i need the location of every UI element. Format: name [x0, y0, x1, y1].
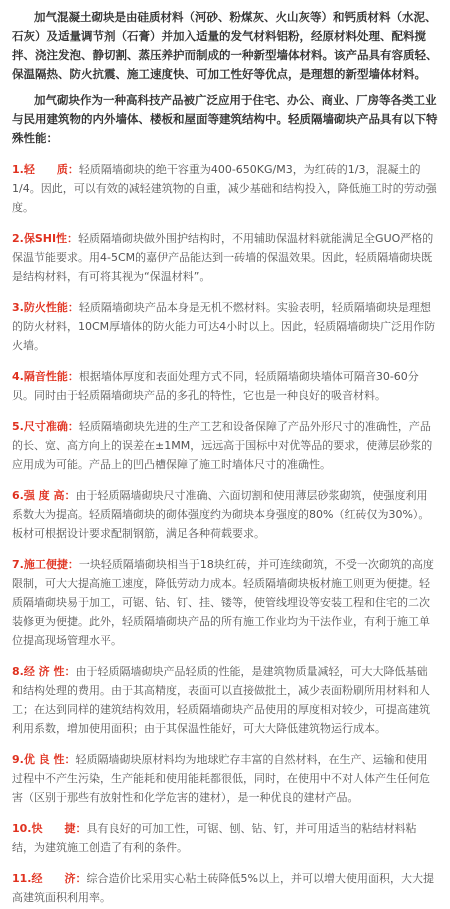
- feature-soundproof: [12, 367, 438, 405]
- feature-title: 8.经 济 性：: [12, 665, 76, 678]
- feature-construction: [12, 555, 438, 650]
- feature-title: 9.优 良 性：: [12, 753, 76, 766]
- feature-body: 由于轻质隔墙砌块尺寸准确、六面切割和使用薄层砂浆砌筑，使强度利用系数大为提高。轻质隔墙砌块的砌体强度约为砌块本身强度的80%（红砖仅为30%）。板材可根据设计要求配制钢筋，满足各种荷载要求。: [12, 489, 430, 540]
- feature-title: 6.强 度 高：: [12, 489, 76, 502]
- feature-title: 4.隔音性能：: [12, 370, 79, 383]
- feature-body: 综合造价比采用实心粘土砖降低5%以上，并可以增大使用面积，大大提高建筑面积利用率。: [12, 872, 434, 904]
- feature-body: 轻质隔墙砌块原材料均为地球贮存丰富的自然材料，在生产、运输和使用过程中不产生污染，生产能耗和使用能耗都很低，同时，在使用中不对人体产生任何危害（区别于那些有放射性和化学危害的建材），是一种优良的建材产品。: [12, 753, 430, 804]
- feature-title: 7.施工便捷：: [12, 558, 79, 571]
- feature-body: 轻质隔墙砌块的绝干容重为400-650KG/M3，为红砖的1/3，混凝土的1/4。因此，可以有效的减轻建筑物的自重，减少基础和结构投入，降低施工时的劳动强度。: [12, 163, 437, 214]
- feature-body: 具有良好的可加工性，可锯、刨、钻、钉，并可用适当的粘结材料粘结，为建筑施工创造了有利的条件。: [12, 822, 417, 854]
- feature-title: 10.快 捷：: [12, 822, 87, 835]
- feature-quality: [12, 750, 438, 807]
- feature-title: 11.经 济：: [12, 872, 87, 885]
- feature-title: 2.保SHI性：: [12, 232, 79, 245]
- feature-body: 轻质隔墙砌块先进的生产工艺和设备保障了产品外形尺寸的准确性，产品的长、宽、高方向上的误差在±1MM，远远高于国标中对优等品的要求，使薄层砂浆的应用成为可能。产品上的凹凸槽保障了施工时墙体尺寸的准确性。: [12, 420, 433, 471]
- intro-paragraph-1: 加气混凝土砌块是由硅质材料（河砂、粉煤灰、火山灰等）和钙质材料（水泥、石灰）及适量调节剂（石膏）并加入适量的发气材料铝粉，经原材料处理、配料搅拌、浇注发泡、静切割、蒸压养护而制成的一种新型墙体材料。该产品具有容质轻、保温隔热、防火抗震、施工速度快、可加工性好等优点，是理想的新型墙体材料。: [12, 10, 438, 81]
- feature-body: 轻质隔墙砌块做外围护结构时，不用辅助保温材料就能满足全GUO严格的保温节能要求。用4-5CM的嘉伊产品能达到一砖墙的保温效果。因此，轻质隔墙砌块既是结构材料，有可将其视为“保温材料”。: [12, 232, 434, 283]
- feature-body: 轻质隔墙砌块产品本身是无机不燃材料。实验表明，轻质隔墙砌块是理想的防火材料，10CM厚墙体的防火能力可达4小时以上。因此，轻质隔墙砌块广泛用作防火墙。: [12, 301, 436, 352]
- feature-lightweight: [12, 160, 438, 217]
- feature-title: 5.尺寸准确：: [12, 420, 79, 433]
- feature-economy: [12, 662, 438, 738]
- feature-cost: [12, 869, 438, 907]
- feature-insulation: [12, 229, 438, 286]
- feature-body: 一块轻质隔墙砌块相当于18块红砖，并可连续砌筑，不受一次砌筑的高度限制，可大大提高施工速度，降低劳动力成本。轻质隔墙砌块板材施工则更为便捷。轻质隔墙砌块易于加工，可锯、钻、钉、挂、镂等，使管线埋设等安装工程和住宅的二次装修更为便捷。此外，轻质隔墙砌块产品的所有施工作业均为干法作业，有利于施工单位提高现场管理水平。: [12, 558, 434, 647]
- feature-strength: [12, 486, 438, 543]
- feature-body: 由于轻质隔墙砌块产品轻质的性能，是建筑物质量减轻，可大大降低基础和结构处理的费用。由于其高精度，表面可以直接做批土，减少表面粉刷所用材料和人工；在达到同样的建筑结构效用，轻质隔墙砌块产品使用的厚度相对较少，可提高建筑利用系数，增加使用面积；由于其保温性能好，可大大降低建筑物运行成本。: [12, 665, 430, 735]
- feature-title: 1.轻 质：: [12, 163, 79, 176]
- feature-title: 3.防火性能：: [12, 301, 79, 314]
- feature-precision: [12, 417, 438, 474]
- feature-fast: [12, 819, 438, 857]
- intro-paragraph-2: 加气砌块作为一种高科技产品被广泛应用于住宅、办公、商业、厂房等各类工业与民用建筑物的内外墙体、楼板和屋面等建筑结构中。轻质隔墙砌块产品具有以下特殊性能：: [12, 93, 438, 145]
- feature-fireproof: [12, 298, 438, 355]
- feature-body: 根据墙体厚度和表面处理方式不同，轻质隔墙砌块墙体可隔音30-60分贝。同时由于轻质隔墙砌块产品的多孔的特性，它也是一种良好的吸音材料。: [12, 370, 419, 402]
